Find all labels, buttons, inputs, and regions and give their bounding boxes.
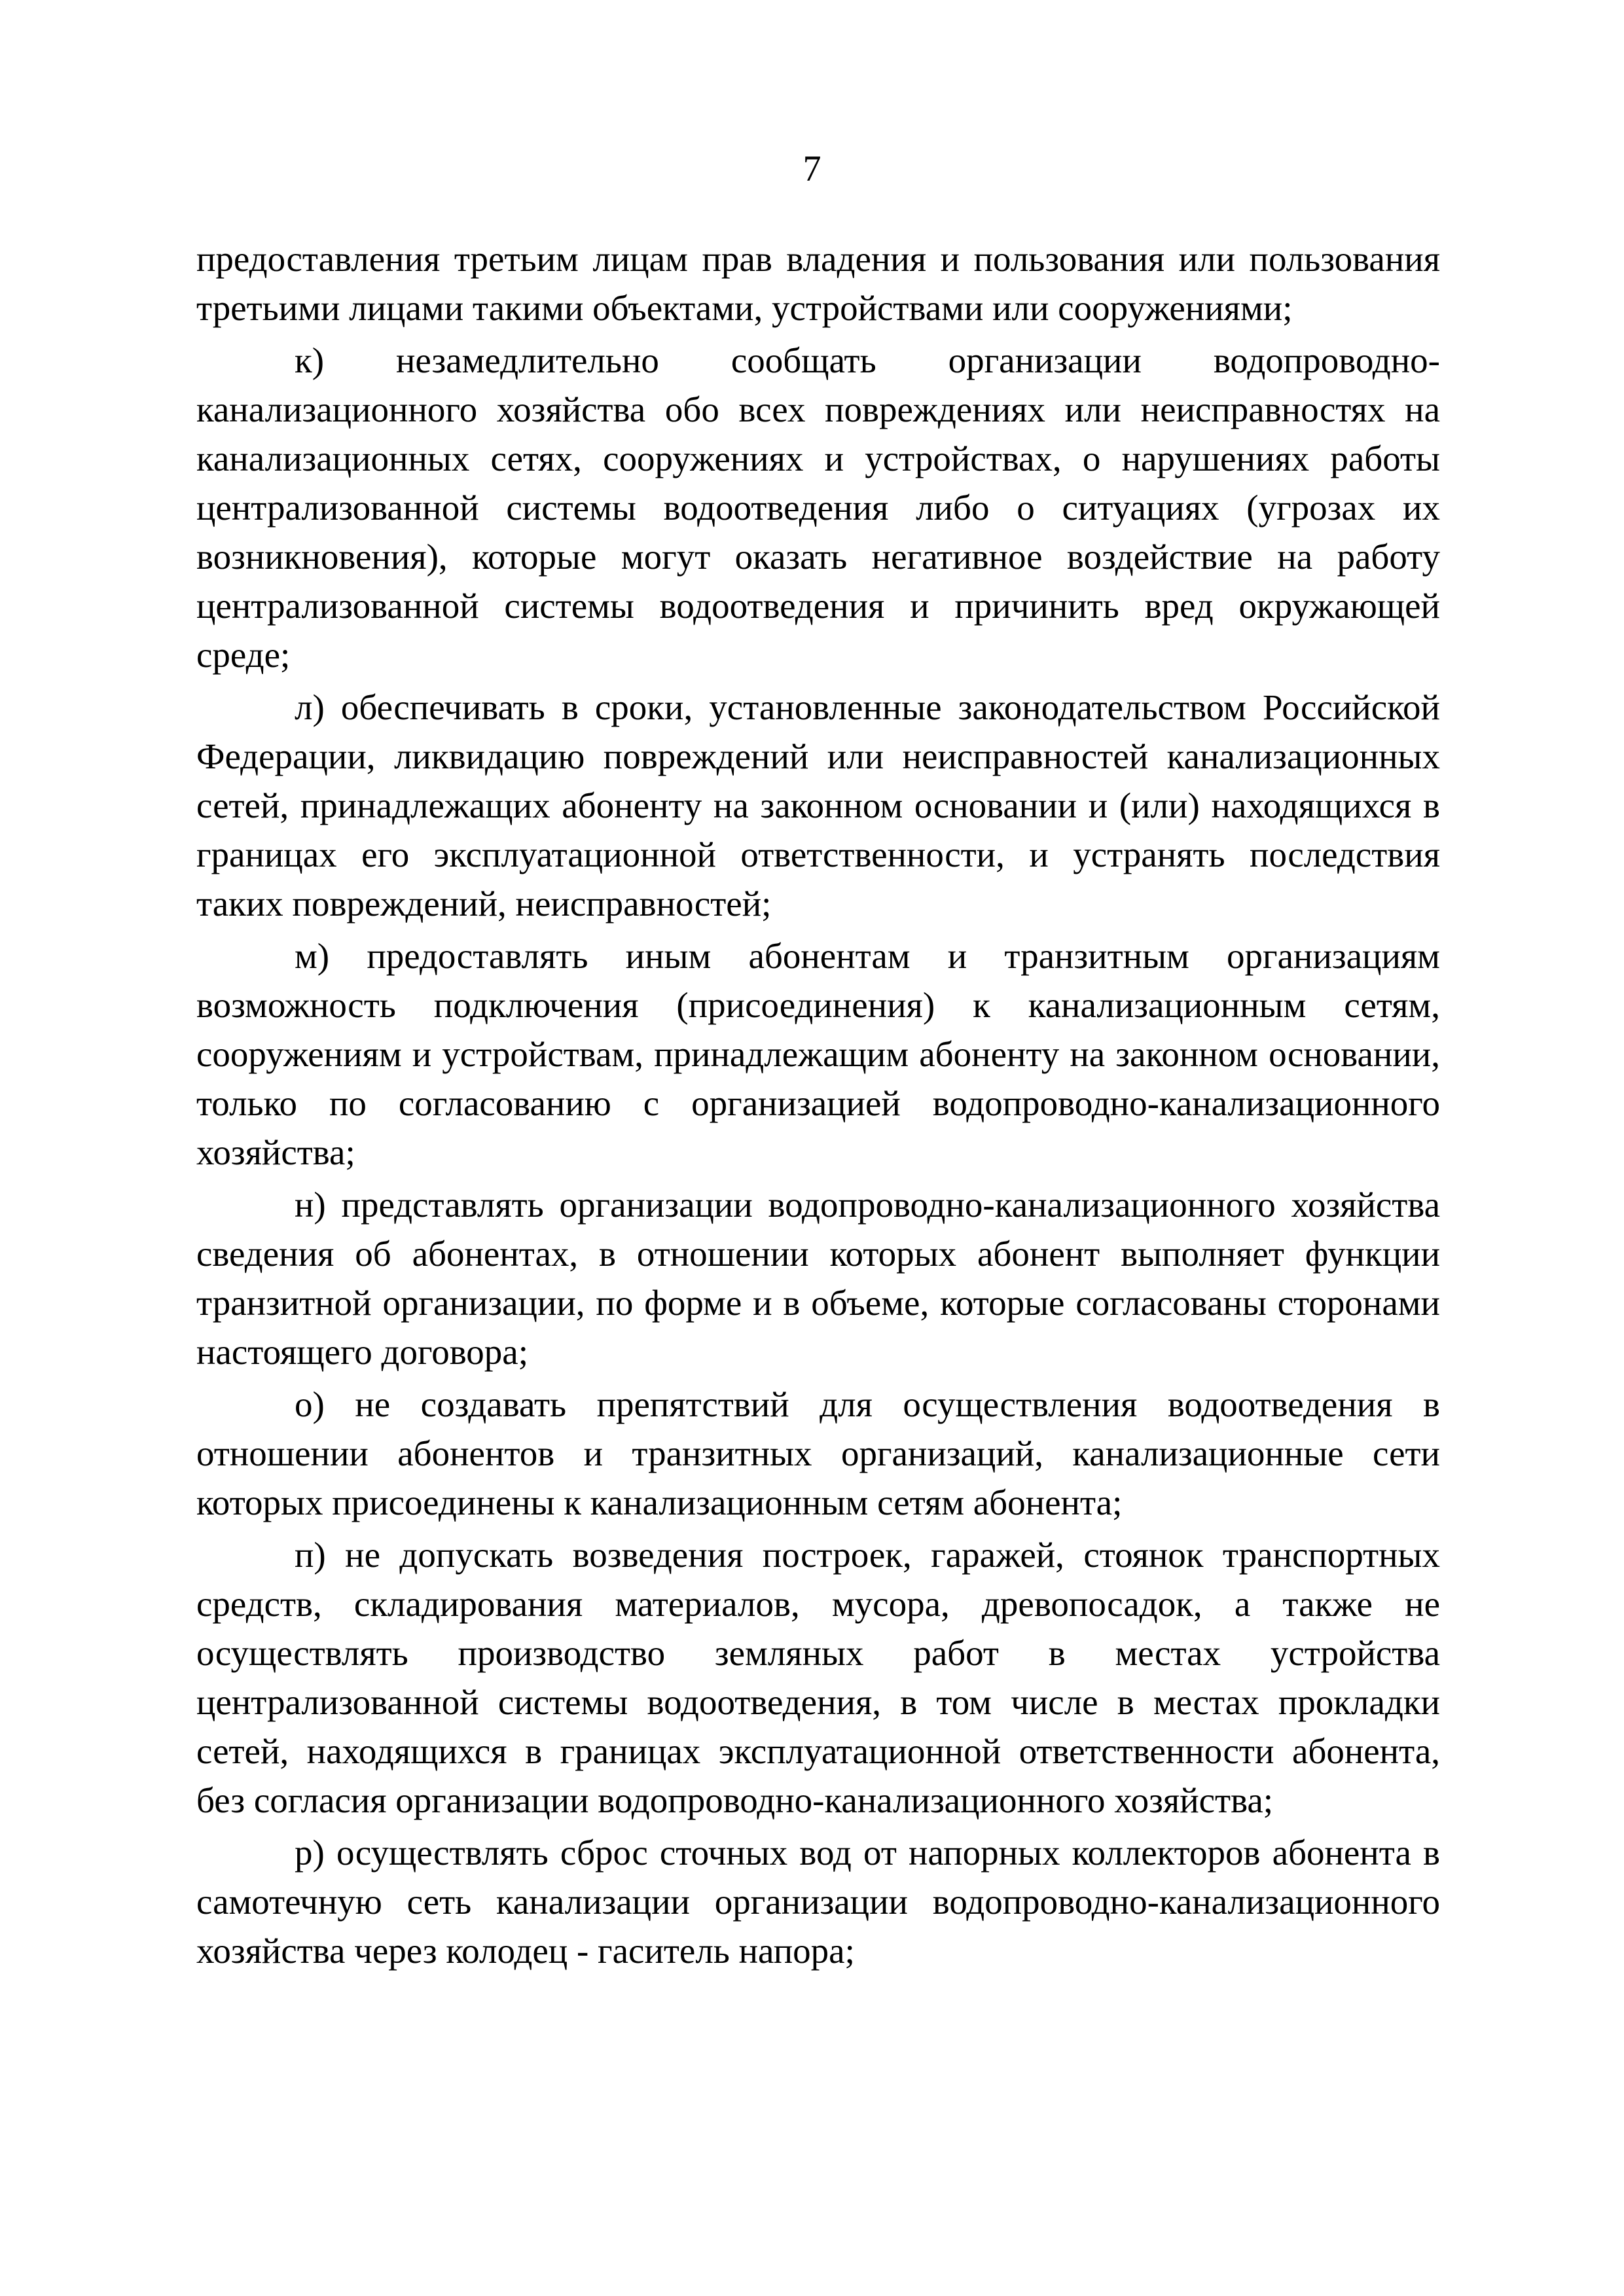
page-number: 7: [803, 149, 821, 189]
paragraph-item-r: р) осуществлять сброс сточных вод от напорных коллекторов абонента в самотечную сеть канализации организации водопроводно-канализационного хозяйства через колодец - гаситель напора;: [196, 1833, 1440, 1971]
paragraph-item-p: п) не допускать возведения построек, гаражей, стоянок транспортных средств, складирования материалов, мусора, древопосадок, а также не осуществлять производство земляных работ в местах устройства централизованной системы водоотведения, в том числе в местах прокладки сетей, находящихся в границах эксплуатационной ответственности абонента, без согласия организации водопроводно-канализационного хозяйства;: [196, 1535, 1440, 1820]
paragraph-continuation: предоставления третьим лицам прав владения и пользования или пользования третьими лицами такими объектами, устройствами или сооружениями;: [196, 239, 1440, 328]
paragraph-item-k: к) незамедлительно сообщать организации водопроводно-канализационного хозяйства обо всех повреждениях или неисправностях на канализационных сетях, сооружениях и устройствах, о нарушениях работы централизованной системы водоотведения либо о ситуациях (угрозах их возникновения), которые могут оказать негативное воздействие на работу централизованной системы водоотведения и причинить вред окружающей среде;: [196, 340, 1440, 675]
paragraph-item-l: л) обеспечивать в сроки, установленные законодательством Российской Федерации, ликвидацию повреждений или неисправностей канализационных сетей, принадлежащих абоненту на законном основании и (или) находящихся в границах его эксплуатационной ответственности, и устранять последствия таких повреждений, неисправностей;: [196, 687, 1440, 924]
document-body: [196, 234, 1440, 1979]
paragraph-item-n: н) представлять организации водопроводно-канализационного хозяйства сведения об абонентах, в отношении которых абонент выполняет функции транзитной организации, по форме и в объеме, которые согласованы сторонами настоящего договора;: [196, 1185, 1440, 1372]
paragraph-item-m: м) предоставлять иным абонентам и транзитным организациям возможность подключения (присоединения) к канализационным сетям, сооружениям и устройствам, принадлежащим абоненту на законном основании, только по согласованию с организацией водопроводно-канализационного хозяйства;: [196, 936, 1440, 1172]
paragraph-item-o: о) не создавать препятствий для осуществления водоотведения в отношении абонентов и транзитных организаций, канализационные сети которых присоединены к канализационным сетям абонента;: [196, 1384, 1440, 1522]
